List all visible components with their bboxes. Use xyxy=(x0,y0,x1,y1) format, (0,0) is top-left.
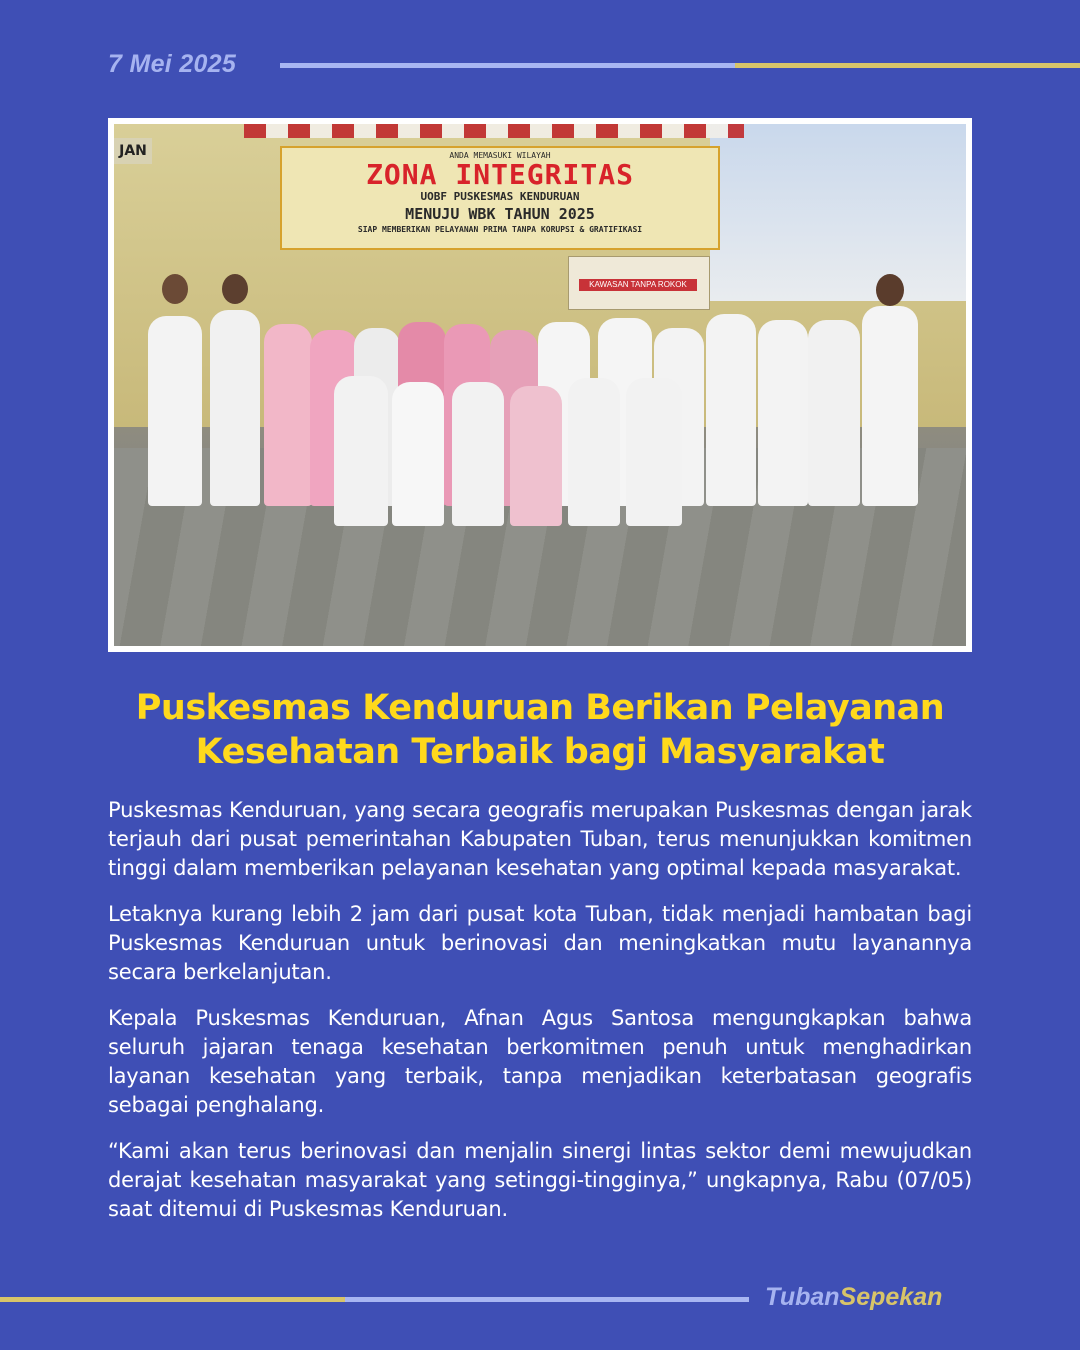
garland-decoration xyxy=(244,124,744,138)
photo-frame xyxy=(108,118,972,652)
bottom-rule-gold xyxy=(0,1297,345,1302)
info-board xyxy=(568,256,710,310)
person-figure xyxy=(758,320,808,506)
person-figure xyxy=(626,378,682,526)
person-figure xyxy=(264,324,312,506)
top-rule-gold xyxy=(735,63,1080,68)
canopy xyxy=(710,124,966,301)
article-paragraph: Kepala Puskesmas Kenduruan, Afnan Agus Santosa mengungkapkan bahwa seluruh jajaran tenaga kesehatan berkomitmen penuh untuk menghadirkan layanan kesehatan yang terbaik, tanpa menjadikan keterbatasan geografis sebagai penghalang. xyxy=(108,1006,972,1117)
person-figure xyxy=(862,306,918,506)
banner-line-4: MENUJU WBK TAHUN 2025 xyxy=(405,205,595,223)
top-rule-light xyxy=(280,63,735,68)
person-head xyxy=(876,274,904,306)
person-figure xyxy=(452,382,504,526)
person-figure xyxy=(568,378,620,526)
banner-line-1: ANDA MEMASUKI WILAYAH xyxy=(449,151,551,160)
brand-part-2: Sepekan xyxy=(839,1283,943,1311)
article-body xyxy=(108,796,972,1241)
date-label: 7 Mei 2025 xyxy=(108,50,237,78)
person-figure xyxy=(706,314,756,506)
person-figure xyxy=(392,382,444,526)
person-figure xyxy=(808,320,860,506)
side-sign: JAN xyxy=(114,138,152,164)
brand-part-1: Tuban xyxy=(765,1283,840,1311)
bottom-rule-light xyxy=(345,1297,749,1302)
no-smoking-label: KAWASAN TANPA ROKOK xyxy=(579,279,697,291)
person-figure xyxy=(334,376,388,526)
group-photo xyxy=(114,124,966,646)
banner-line-5: SIAP MEMBERIKAN PELAYANAN PRIMA TANPA KORUPSI & GRATIFIKASI xyxy=(357,225,643,234)
article-title: Puskesmas Kenduruan Berikan Pelayanan Kesehatan Terbaik bagi Masyarakat xyxy=(135,688,945,772)
person-head xyxy=(222,274,248,304)
zona-integritas-banner xyxy=(280,146,720,250)
banner-line-2: ZONA INTEGRITAS xyxy=(366,158,634,191)
article-paragraph: Puskesmas Kenduruan, yang secara geografis merupakan Puskesmas dengan jarak terjauh dari pusat pemerintahan Kabupaten Tuban, terus menunjukkan komitmen tinggi dalam memberikan pelayanan kesehatan yang optimal kepada masyarakat. xyxy=(108,798,972,880)
article-paragraph: “Kami akan terus berinovasi dan menjalin sinergi lintas sektor demi mewujudkan derajat kesehatan masyarakat yang setinggi-tingginya,” ungkapnya, Rabu (07/05) saat ditemui di Puskesmas Kenduruan. xyxy=(108,1139,972,1221)
person-figure xyxy=(510,386,562,526)
banner-line-3: UOBF PUSKESMAS KENDURUAN xyxy=(420,190,580,203)
brand-logo xyxy=(765,1283,942,1312)
article-paragraph: Letaknya kurang lebih 2 jam dari pusat kota Tuban, tidak menjadi hambatan bagi Puskesmas Kenduruan untuk berinovasi dan meningkatkan mutu layanannya secara berkelanjutan. xyxy=(108,902,972,984)
person-head xyxy=(162,274,188,304)
person-figure xyxy=(148,316,202,506)
person-figure xyxy=(210,310,260,506)
